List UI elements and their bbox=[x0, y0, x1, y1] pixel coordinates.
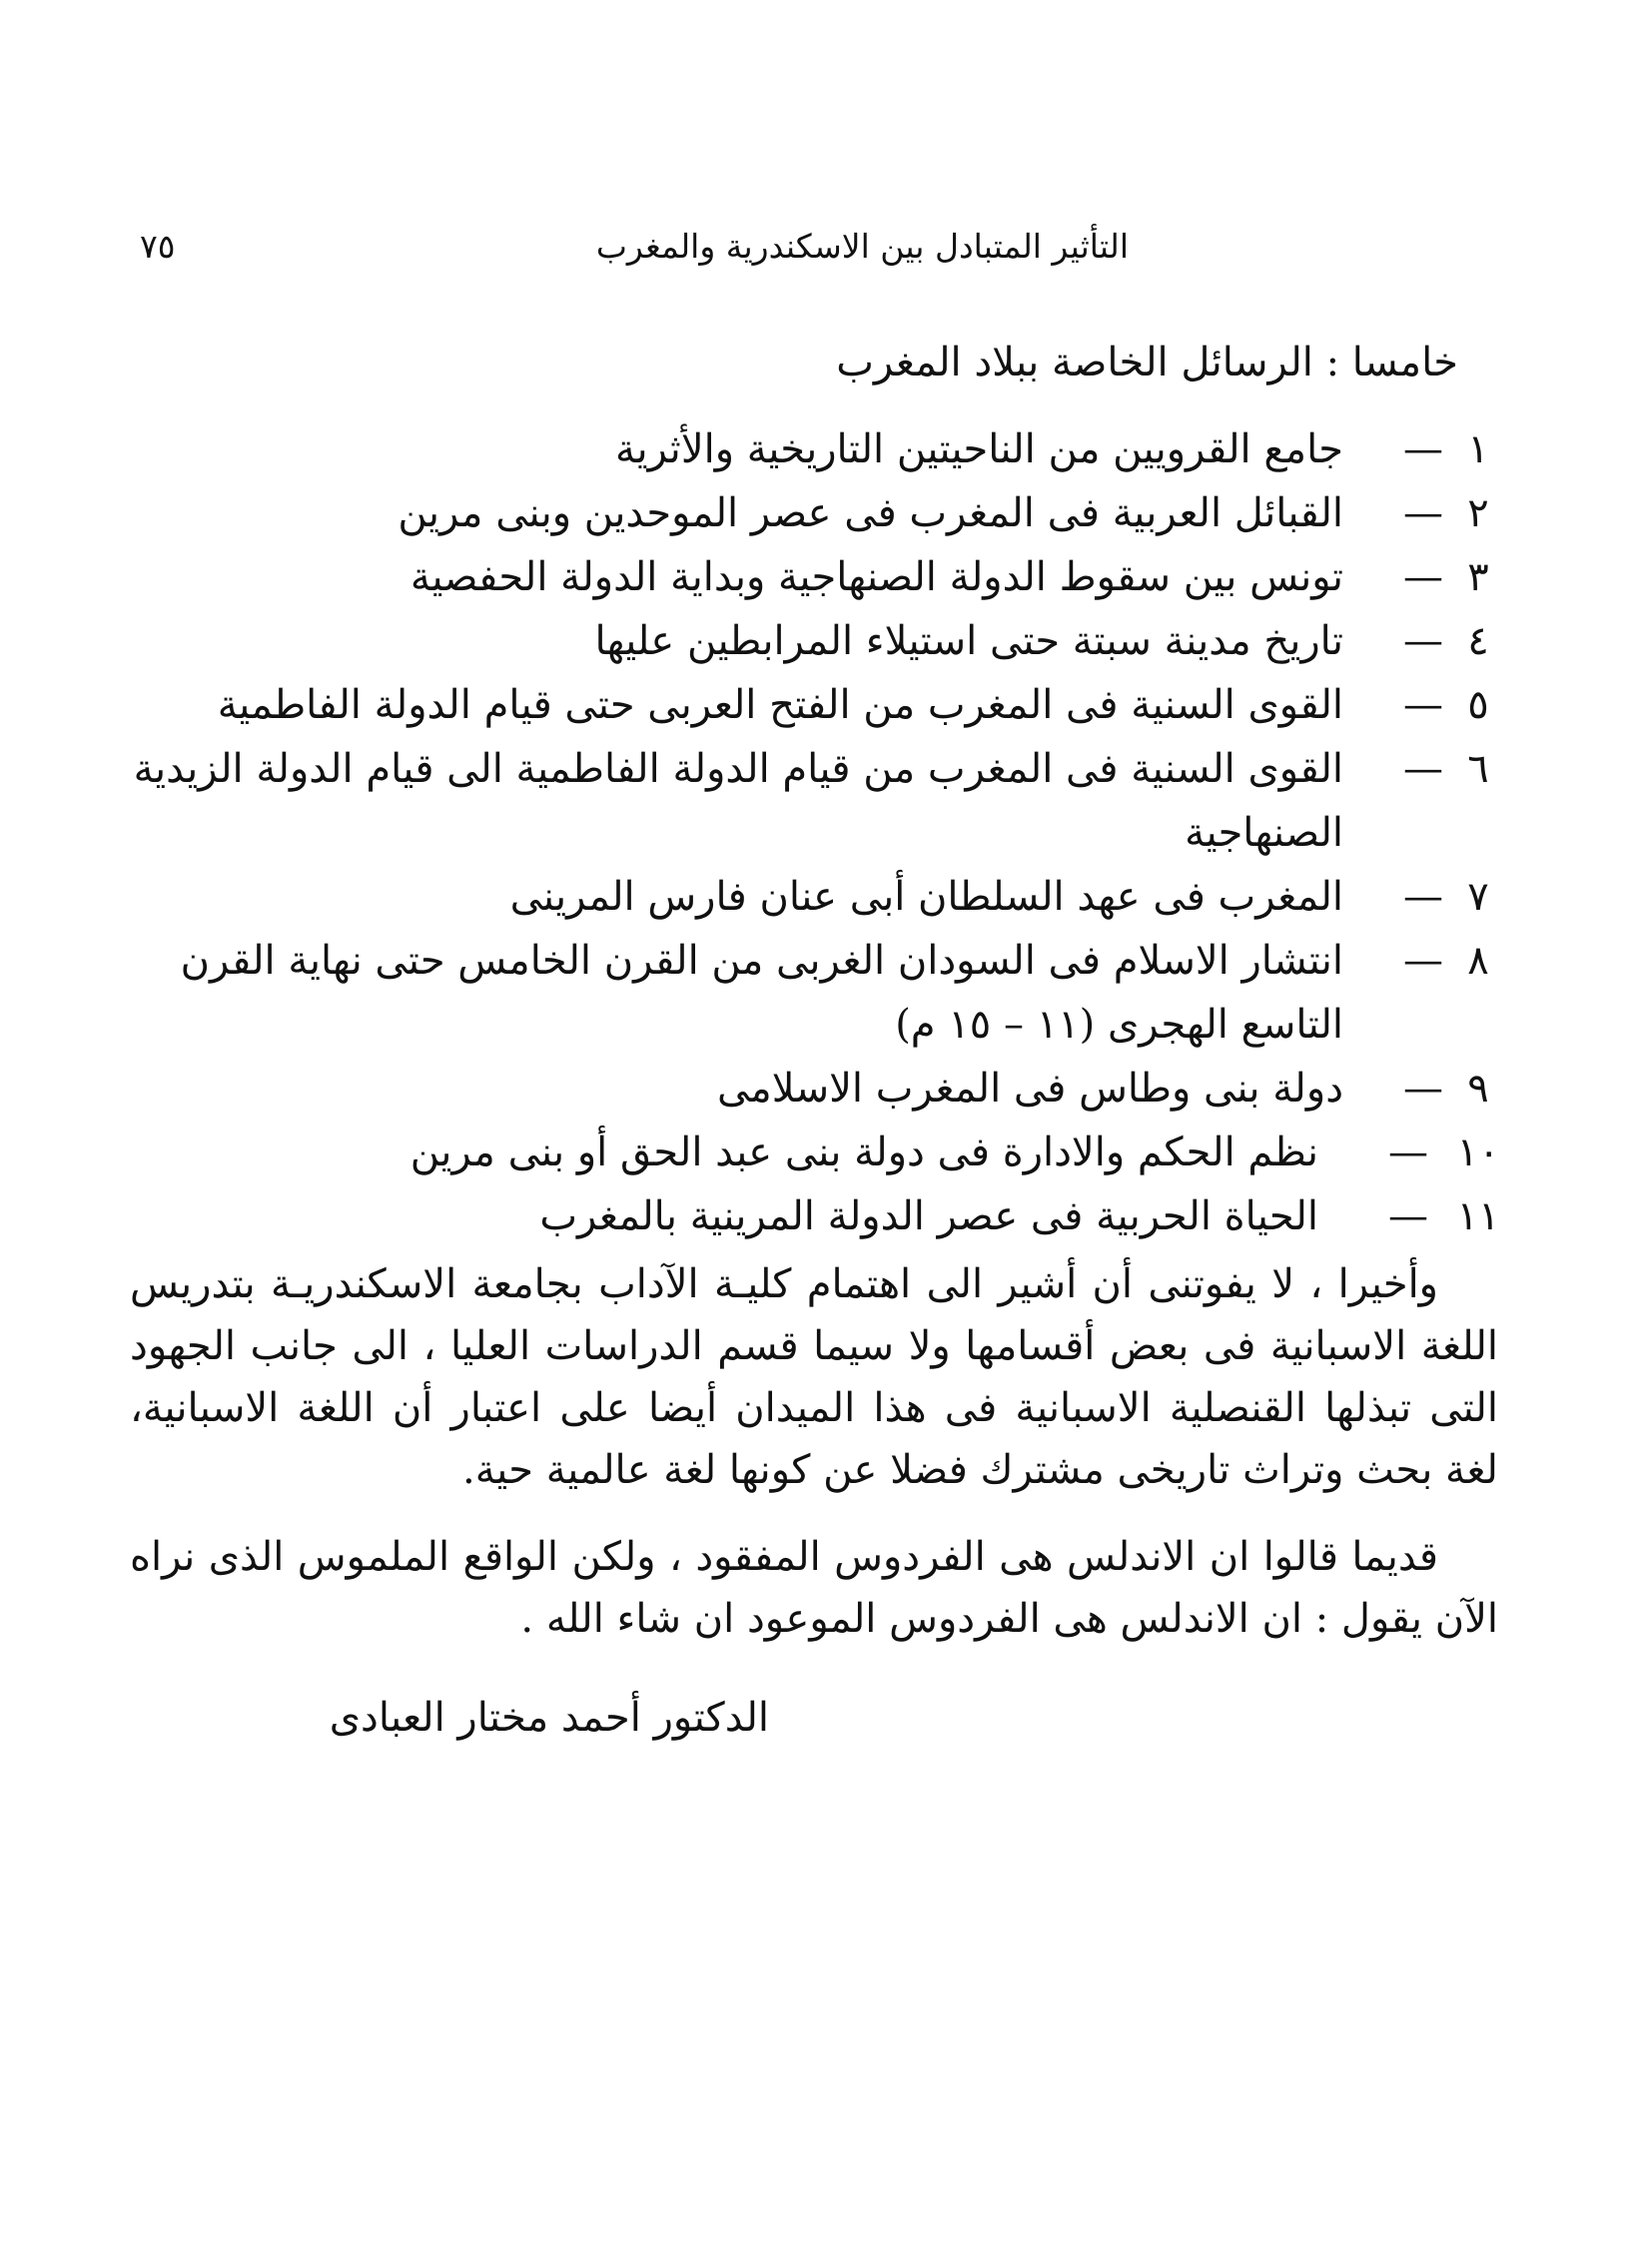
page-number: ٧٥ bbox=[140, 227, 176, 266]
item-number: ١ bbox=[1467, 426, 1489, 472]
list-item bbox=[130, 865, 1498, 929]
list-item bbox=[130, 1121, 1498, 1184]
andalus-paragraph: قديما قالوا ان الاندلس هى الفردوس المفقود ، ولكن الواقع الملموس الذى نراه الآن يقول : ان الاندلس هى الفردوس الموعود ان شاء الله . bbox=[130, 1534, 1498, 1642]
item-number: ٥ bbox=[1467, 682, 1489, 728]
item-text: القوى السنية فى المغرب من قيام الدولة الفاطمية الى قيام الدولة الزيدية الصنهاجية bbox=[133, 746, 1343, 856]
list-item bbox=[130, 545, 1498, 609]
author-signature: الدكتور أحمد مختار العبادى bbox=[329, 1695, 769, 1741]
item-dash: — bbox=[1403, 874, 1443, 920]
item-text: انتشار الاسلام فى السودان الغربى من القرن الخامس حتى نهاية القرن التاسع الهجرى (١١ – ١٥ م) bbox=[180, 938, 1343, 1048]
item-dash: — bbox=[1403, 938, 1443, 984]
item-number: ٤ bbox=[1467, 618, 1489, 664]
running-header bbox=[140, 222, 1129, 272]
item-text: القوى السنية فى المغرب من الفتح العربى حتى قيام الدولة الفاطمية bbox=[217, 682, 1343, 728]
item-number: ٣ bbox=[1467, 554, 1489, 600]
item-dash: — bbox=[1403, 746, 1443, 792]
item-dash: — bbox=[1403, 682, 1443, 728]
list-item bbox=[130, 1184, 1498, 1248]
item-dash: — bbox=[1403, 1066, 1443, 1112]
item-number: ١٠ bbox=[1456, 1130, 1500, 1175]
item-dash: — bbox=[1403, 554, 1443, 600]
closing-paragraph: وأخيرا ، لا يفوتنى أن أشير الى اهتمام كليـة الآداب بجامعة الاسكندريـة بتدريس اللغة الاسبانية فى بعض أقسامها ولا سيما قسم الدراسات العليا ، الى جانب الجهود التى تبذلها القنصلية الاسبانية فى هذا الميدان أيضا على اعتبار أن اللغة الاسبانية، لغة بحث وتراث تاريخى مشترك فضلا عن كونها لغة عالمية حية. bbox=[130, 1261, 1498, 1493]
list-item bbox=[130, 673, 1498, 737]
list-item bbox=[130, 929, 1498, 1057]
item-number: ٩ bbox=[1467, 1066, 1489, 1112]
item-dash: — bbox=[1403, 618, 1443, 664]
item-number: ١١ bbox=[1456, 1193, 1500, 1239]
item-dash: — bbox=[1388, 1193, 1428, 1239]
item-text: الحياة الحربية فى عصر الدولة المرينية بالمغرب bbox=[539, 1193, 1318, 1239]
item-dash: — bbox=[1403, 490, 1443, 536]
list-item bbox=[130, 737, 1498, 865]
item-text: نظم الحكم والادارة فى دولة بنى عبد الحق أو بنى مرين bbox=[409, 1130, 1318, 1175]
item-text: تونس بين سقوط الدولة الصنهاجية وبداية الدولة الحفصية bbox=[409, 554, 1343, 600]
item-dash: — bbox=[1388, 1130, 1428, 1175]
section-heading: خامسا : الرسائل الخاصة ببلاد المغرب bbox=[836, 340, 1458, 385]
item-number: ٢ bbox=[1467, 490, 1489, 536]
theses-list bbox=[130, 417, 1498, 1248]
running-title: التأثير المتبادل بين الاسكندرية والمغرب bbox=[595, 227, 1129, 266]
item-number: ٧ bbox=[1467, 874, 1489, 920]
item-text: القبائل العربية فى المغرب فى عصر الموحدين وبنى مرين bbox=[398, 490, 1343, 536]
list-item bbox=[130, 481, 1498, 545]
item-dash: — bbox=[1403, 426, 1443, 472]
list-item bbox=[130, 417, 1498, 481]
list-item bbox=[130, 609, 1498, 673]
item-text: دولة بنى وطاس فى المغرب الاسلامى bbox=[716, 1066, 1343, 1112]
item-number: ٦ bbox=[1467, 746, 1489, 792]
item-number: ٨ bbox=[1467, 938, 1489, 984]
item-text: جامع القرويين من الناحيتين التاريخية والأثرية bbox=[615, 426, 1343, 472]
list-item bbox=[130, 1057, 1498, 1121]
item-text: تاريخ مدينة سبتة حتى استيلاء المرابطين عليها bbox=[594, 618, 1343, 664]
item-text: المغرب فى عهد السلطان أبى عنان فارس المرينى bbox=[509, 874, 1343, 920]
